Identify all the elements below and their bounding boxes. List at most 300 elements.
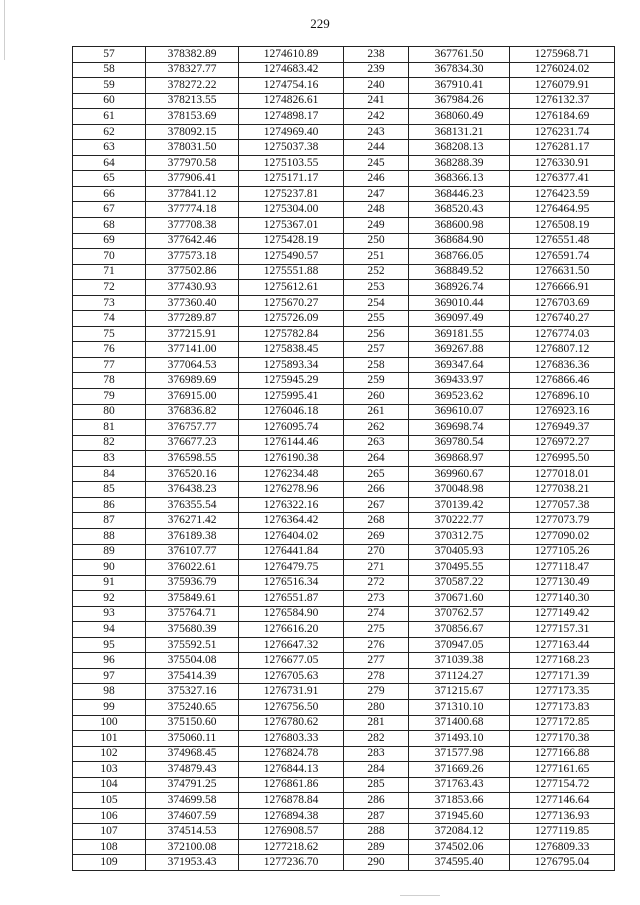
x-coordinate-right: 374595.40 <box>409 855 510 871</box>
x-coordinate-left: 376189.38 <box>146 528 239 544</box>
x-coordinate-left: 375150.60 <box>146 715 239 731</box>
y-coordinate-left: 1276046.18 <box>239 404 344 420</box>
x-coordinate-right: 369097.49 <box>409 311 510 327</box>
table-row <box>73 78 615 94</box>
y-coordinate-right: 1276703.69 <box>510 295 615 311</box>
y-coordinate-left: 1276278.96 <box>239 482 344 498</box>
x-coordinate-right: 369181.55 <box>409 326 510 342</box>
point-number-right: 249 <box>344 218 409 234</box>
table-row <box>73 591 615 607</box>
y-coordinate-left: 1276894.38 <box>239 808 344 824</box>
y-coordinate-right: 1277105.26 <box>510 544 615 560</box>
point-number-left: 69 <box>73 233 146 249</box>
table-row <box>73 62 615 78</box>
y-coordinate-left: 1275782.84 <box>239 326 344 342</box>
y-coordinate-right: 1277090.02 <box>510 528 615 544</box>
point-number-right: 275 <box>344 622 409 638</box>
x-coordinate-right: 367984.26 <box>409 93 510 109</box>
point-number-left: 90 <box>73 560 146 576</box>
point-number-right: 255 <box>344 311 409 327</box>
point-number-right: 244 <box>344 140 409 156</box>
point-number-left: 76 <box>73 342 146 358</box>
x-coordinate-right: 367761.50 <box>409 47 510 63</box>
y-coordinate-right: 1275968.71 <box>510 47 615 63</box>
y-coordinate-right: 1276508.19 <box>510 218 615 234</box>
point-number-right: 259 <box>344 373 409 389</box>
y-coordinate-left: 1275995.41 <box>239 389 344 405</box>
x-coordinate-left: 376677.23 <box>146 435 239 451</box>
y-coordinate-right: 1277161.65 <box>510 762 615 778</box>
point-number-left: 88 <box>73 528 146 544</box>
scan-mark-bottom <box>400 895 440 896</box>
point-number-left: 101 <box>73 731 146 747</box>
point-number-left: 79 <box>73 389 146 405</box>
point-number-left: 99 <box>73 699 146 715</box>
x-coordinate-right: 368060.49 <box>409 109 510 125</box>
y-coordinate-left: 1276095.74 <box>239 420 344 436</box>
point-number-left: 82 <box>73 435 146 451</box>
point-number-left: 108 <box>73 839 146 855</box>
y-coordinate-left: 1276647.32 <box>239 637 344 653</box>
point-number-right: 271 <box>344 560 409 576</box>
table-row <box>73 218 615 234</box>
y-coordinate-left: 1274969.40 <box>239 124 344 140</box>
point-number-right: 238 <box>344 47 409 63</box>
x-coordinate-left: 375936.79 <box>146 575 239 591</box>
y-coordinate-left: 1275103.55 <box>239 155 344 171</box>
x-coordinate-left: 374879.43 <box>146 762 239 778</box>
x-coordinate-left: 376757.77 <box>146 420 239 436</box>
point-number-right: 266 <box>344 482 409 498</box>
y-coordinate-right: 1277118.47 <box>510 560 615 576</box>
table-row <box>73 140 615 156</box>
table-row <box>73 746 615 762</box>
y-coordinate-right: 1276809.33 <box>510 839 615 855</box>
table-row <box>73 482 615 498</box>
x-coordinate-right: 368131.21 <box>409 124 510 140</box>
point-number-left: 93 <box>73 606 146 622</box>
point-number-left: 68 <box>73 218 146 234</box>
y-coordinate-right: 1276995.50 <box>510 451 615 467</box>
y-coordinate-left: 1275428.19 <box>239 233 344 249</box>
y-coordinate-left: 1276731.91 <box>239 684 344 700</box>
point-number-left: 62 <box>73 124 146 140</box>
point-number-right: 267 <box>344 497 409 513</box>
table-row <box>73 233 615 249</box>
table-row <box>73 808 615 824</box>
y-coordinate-right: 1277172.85 <box>510 715 615 731</box>
table-row <box>73 357 615 373</box>
point-number-left: 80 <box>73 404 146 420</box>
page-number: 229 <box>310 16 330 31</box>
x-coordinate-left: 377970.58 <box>146 155 239 171</box>
y-coordinate-left: 1275171.17 <box>239 171 344 187</box>
table-row <box>73 202 615 218</box>
y-coordinate-left: 1277236.70 <box>239 855 344 871</box>
x-coordinate-left: 376836.82 <box>146 404 239 420</box>
point-number-right: 277 <box>344 653 409 669</box>
x-coordinate-left: 374699.58 <box>146 793 239 809</box>
point-number-right: 288 <box>344 824 409 840</box>
point-number-left: 85 <box>73 482 146 498</box>
point-number-left: 109 <box>73 855 146 871</box>
point-number-right: 239 <box>344 62 409 78</box>
y-coordinate-right: 1276795.04 <box>510 855 615 871</box>
y-coordinate-left: 1276824.78 <box>239 746 344 762</box>
y-coordinate-right: 1276666.91 <box>510 280 615 296</box>
point-number-right: 250 <box>344 233 409 249</box>
y-coordinate-right: 1276184.69 <box>510 109 615 125</box>
y-coordinate-left: 1276144.46 <box>239 435 344 451</box>
y-coordinate-left: 1276616.20 <box>239 622 344 638</box>
x-coordinate-right: 370495.55 <box>409 560 510 576</box>
x-coordinate-left: 376107.77 <box>146 544 239 560</box>
x-coordinate-left: 377430.93 <box>146 280 239 296</box>
y-coordinate-right: 1277038.21 <box>510 482 615 498</box>
x-coordinate-right: 368366.13 <box>409 171 510 187</box>
y-coordinate-left: 1276584.90 <box>239 606 344 622</box>
point-number-left: 59 <box>73 78 146 94</box>
table-row <box>73 249 615 265</box>
y-coordinate-right: 1277170.38 <box>510 731 615 747</box>
y-coordinate-right: 1277166.88 <box>510 746 615 762</box>
table-row <box>73 342 615 358</box>
point-number-left: 87 <box>73 513 146 529</box>
table-row <box>73 824 615 840</box>
y-coordinate-left: 1274683.42 <box>239 62 344 78</box>
y-coordinate-right: 1277168.23 <box>510 653 615 669</box>
y-coordinate-left: 1275612.61 <box>239 280 344 296</box>
point-number-right: 252 <box>344 264 409 280</box>
x-coordinate-right: 369868.97 <box>409 451 510 467</box>
y-coordinate-left: 1276479.75 <box>239 560 344 576</box>
x-coordinate-left: 377141.00 <box>146 342 239 358</box>
x-coordinate-right: 369523.62 <box>409 389 510 405</box>
point-number-right: 274 <box>344 606 409 622</box>
x-coordinate-left: 377708.38 <box>146 218 239 234</box>
point-number-left: 105 <box>73 793 146 809</box>
point-number-right: 253 <box>344 280 409 296</box>
point-number-right: 282 <box>344 731 409 747</box>
table-row <box>73 777 615 793</box>
x-coordinate-left: 377215.91 <box>146 326 239 342</box>
y-coordinate-right: 1277057.38 <box>510 497 615 513</box>
point-number-left: 97 <box>73 668 146 684</box>
point-number-left: 107 <box>73 824 146 840</box>
x-coordinate-right: 368446.23 <box>409 186 510 202</box>
x-coordinate-left: 378031.50 <box>146 140 239 156</box>
point-number-left: 60 <box>73 93 146 109</box>
y-coordinate-right: 1277119.85 <box>510 824 615 840</box>
table-row <box>73 544 615 560</box>
x-coordinate-right: 369780.54 <box>409 435 510 451</box>
x-coordinate-right: 367834.30 <box>409 62 510 78</box>
table-row <box>73 186 615 202</box>
scan-mark-left <box>4 0 5 60</box>
point-number-right: 286 <box>344 793 409 809</box>
x-coordinate-left: 376438.23 <box>146 482 239 498</box>
x-coordinate-right: 369347.64 <box>409 357 510 373</box>
x-coordinate-right: 368208.13 <box>409 140 510 156</box>
y-coordinate-right: 1276972.27 <box>510 435 615 451</box>
point-number-left: 92 <box>73 591 146 607</box>
x-coordinate-left: 376598.55 <box>146 451 239 467</box>
point-number-left: 71 <box>73 264 146 280</box>
table-row <box>73 326 615 342</box>
x-coordinate-left: 378272.22 <box>146 78 239 94</box>
point-number-left: 100 <box>73 715 146 731</box>
y-coordinate-left: 1276844.13 <box>239 762 344 778</box>
y-coordinate-right: 1276836.36 <box>510 357 615 373</box>
table-row <box>73 264 615 280</box>
point-number-right: 247 <box>344 186 409 202</box>
point-number-right: 278 <box>344 668 409 684</box>
x-coordinate-left: 375414.39 <box>146 668 239 684</box>
point-number-left: 61 <box>73 109 146 125</box>
x-coordinate-right: 370139.42 <box>409 497 510 513</box>
point-number-right: 272 <box>344 575 409 591</box>
y-coordinate-left: 1276878.84 <box>239 793 344 809</box>
x-coordinate-left: 374607.59 <box>146 808 239 824</box>
point-number-left: 103 <box>73 762 146 778</box>
point-number-left: 57 <box>73 47 146 63</box>
y-coordinate-left: 1276441.84 <box>239 544 344 560</box>
x-coordinate-left: 378382.89 <box>146 47 239 63</box>
table-row <box>73 466 615 482</box>
y-coordinate-left: 1276861.86 <box>239 777 344 793</box>
table-row <box>73 653 615 669</box>
point-number-right: 256 <box>344 326 409 342</box>
x-coordinate-left: 374968.45 <box>146 746 239 762</box>
y-coordinate-left: 1275893.34 <box>239 357 344 373</box>
table-row <box>73 171 615 187</box>
point-number-right: 248 <box>344 202 409 218</box>
point-number-right: 281 <box>344 715 409 731</box>
point-number-right: 289 <box>344 839 409 855</box>
x-coordinate-left: 375592.51 <box>146 637 239 653</box>
x-coordinate-left: 377573.18 <box>146 249 239 265</box>
x-coordinate-right: 371669.26 <box>409 762 510 778</box>
point-number-right: 287 <box>344 808 409 824</box>
x-coordinate-right: 371124.27 <box>409 668 510 684</box>
x-coordinate-right: 368288.39 <box>409 155 510 171</box>
x-coordinate-left: 372100.08 <box>146 839 239 855</box>
point-number-left: 83 <box>73 451 146 467</box>
table-row <box>73 513 615 529</box>
x-coordinate-right: 370947.05 <box>409 637 510 653</box>
x-coordinate-left: 377502.86 <box>146 264 239 280</box>
y-coordinate-left: 1275838.45 <box>239 342 344 358</box>
point-number-left: 70 <box>73 249 146 265</box>
x-coordinate-right: 371310.10 <box>409 699 510 715</box>
table-row <box>73 109 615 125</box>
y-coordinate-right: 1276423.59 <box>510 186 615 202</box>
point-number-right: 270 <box>344 544 409 560</box>
table-row <box>73 295 615 311</box>
y-coordinate-right: 1276551.48 <box>510 233 615 249</box>
y-coordinate-left: 1274754.16 <box>239 78 344 94</box>
y-coordinate-left: 1276756.50 <box>239 699 344 715</box>
y-coordinate-right: 1276281.17 <box>510 140 615 156</box>
y-coordinate-right: 1276896.10 <box>510 389 615 405</box>
table-row <box>73 793 615 809</box>
y-coordinate-left: 1274898.17 <box>239 109 344 125</box>
y-coordinate-right: 1277136.93 <box>510 808 615 824</box>
point-number-right: 262 <box>344 420 409 436</box>
point-number-left: 63 <box>73 140 146 156</box>
x-coordinate-left: 375327.16 <box>146 684 239 700</box>
table-row <box>73 497 615 513</box>
x-coordinate-left: 377906.41 <box>146 171 239 187</box>
x-coordinate-left: 375060.11 <box>146 731 239 747</box>
point-number-left: 67 <box>73 202 146 218</box>
x-coordinate-right: 371039.38 <box>409 653 510 669</box>
x-coordinate-left: 377774.18 <box>146 202 239 218</box>
table-row <box>73 404 615 420</box>
x-coordinate-left: 377360.40 <box>146 295 239 311</box>
x-coordinate-right: 371215.67 <box>409 684 510 700</box>
y-coordinate-left: 1275490.57 <box>239 249 344 265</box>
y-coordinate-left: 1276677.05 <box>239 653 344 669</box>
x-coordinate-left: 378153.69 <box>146 109 239 125</box>
y-coordinate-right: 1276591.74 <box>510 249 615 265</box>
y-coordinate-right: 1276949.37 <box>510 420 615 436</box>
y-coordinate-right: 1277130.49 <box>510 575 615 591</box>
x-coordinate-right: 368600.98 <box>409 218 510 234</box>
x-coordinate-right: 367910.41 <box>409 78 510 94</box>
x-coordinate-right: 368520.43 <box>409 202 510 218</box>
x-coordinate-left: 378327.77 <box>146 62 239 78</box>
y-coordinate-right: 1277149.42 <box>510 606 615 622</box>
table-row <box>73 155 615 171</box>
y-coordinate-right: 1277140.30 <box>510 591 615 607</box>
y-coordinate-left: 1275945.29 <box>239 373 344 389</box>
point-number-right: 261 <box>344 404 409 420</box>
table-row <box>73 855 615 871</box>
point-number-left: 78 <box>73 373 146 389</box>
y-coordinate-left: 1275367.01 <box>239 218 344 234</box>
y-coordinate-left: 1275304.00 <box>239 202 344 218</box>
y-coordinate-right: 1277163.44 <box>510 637 615 653</box>
table-row <box>73 575 615 591</box>
x-coordinate-left: 378092.15 <box>146 124 239 140</box>
y-coordinate-left: 1276364.42 <box>239 513 344 529</box>
x-coordinate-left: 375680.39 <box>146 622 239 638</box>
x-coordinate-right: 370048.98 <box>409 482 510 498</box>
x-coordinate-right: 369960.67 <box>409 466 510 482</box>
table-row <box>73 47 615 63</box>
x-coordinate-left: 377289.87 <box>146 311 239 327</box>
x-coordinate-left: 376271.42 <box>146 513 239 529</box>
x-coordinate-right: 371763.43 <box>409 777 510 793</box>
y-coordinate-right: 1277073.79 <box>510 513 615 529</box>
x-coordinate-left: 378213.55 <box>146 93 239 109</box>
point-number-left: 104 <box>73 777 146 793</box>
point-number-right: 264 <box>344 451 409 467</box>
point-number-left: 98 <box>73 684 146 700</box>
x-coordinate-right: 374502.06 <box>409 839 510 855</box>
point-number-right: 283 <box>344 746 409 762</box>
point-number-right: 276 <box>344 637 409 653</box>
table-row <box>73 420 615 436</box>
x-coordinate-right: 370312.75 <box>409 528 510 544</box>
x-coordinate-left: 375240.65 <box>146 699 239 715</box>
point-number-right: 240 <box>344 78 409 94</box>
y-coordinate-right: 1277018.01 <box>510 466 615 482</box>
point-number-left: 64 <box>73 155 146 171</box>
x-coordinate-left: 375764.71 <box>146 606 239 622</box>
point-number-right: 268 <box>344 513 409 529</box>
x-coordinate-right: 368684.90 <box>409 233 510 249</box>
point-number-left: 66 <box>73 186 146 202</box>
x-coordinate-right: 370222.77 <box>409 513 510 529</box>
point-number-left: 65 <box>73 171 146 187</box>
x-coordinate-right: 371493.10 <box>409 731 510 747</box>
table-body <box>73 47 615 871</box>
table-row <box>73 311 615 327</box>
x-coordinate-right: 370762.57 <box>409 606 510 622</box>
x-coordinate-right: 370856.67 <box>409 622 510 638</box>
x-coordinate-left: 376022.61 <box>146 560 239 576</box>
table-row <box>73 762 615 778</box>
y-coordinate-right: 1276231.74 <box>510 124 615 140</box>
table-row <box>73 606 615 622</box>
x-coordinate-left: 375504.08 <box>146 653 239 669</box>
point-number-right: 242 <box>344 109 409 125</box>
point-number-right: 241 <box>344 93 409 109</box>
y-coordinate-right: 1276132.37 <box>510 93 615 109</box>
point-number-left: 77 <box>73 357 146 373</box>
x-coordinate-left: 377642.46 <box>146 233 239 249</box>
point-number-left: 81 <box>73 420 146 436</box>
y-coordinate-left: 1276190.38 <box>239 451 344 467</box>
point-number-left: 72 <box>73 280 146 296</box>
y-coordinate-right: 1277146.64 <box>510 793 615 809</box>
table-row <box>73 93 615 109</box>
point-number-right: 290 <box>344 855 409 871</box>
y-coordinate-left: 1276322.16 <box>239 497 344 513</box>
x-coordinate-right: 369610.07 <box>409 404 510 420</box>
point-number-right: 254 <box>344 295 409 311</box>
point-number-left: 106 <box>73 808 146 824</box>
y-coordinate-right: 1276807.12 <box>510 342 615 358</box>
point-number-left: 102 <box>73 746 146 762</box>
y-coordinate-left: 1276780.62 <box>239 715 344 731</box>
y-coordinate-left: 1276234.48 <box>239 466 344 482</box>
y-coordinate-right: 1277171.39 <box>510 668 615 684</box>
y-coordinate-left: 1275670.27 <box>239 295 344 311</box>
y-coordinate-left: 1275726.09 <box>239 311 344 327</box>
x-coordinate-right: 372084.12 <box>409 824 510 840</box>
table-row <box>73 124 615 140</box>
coordinates-table <box>72 46 615 871</box>
x-coordinate-left: 375849.61 <box>146 591 239 607</box>
table-row <box>73 668 615 684</box>
table-row <box>73 280 615 296</box>
y-coordinate-left: 1274826.61 <box>239 93 344 109</box>
point-number-right: 258 <box>344 357 409 373</box>
point-number-right: 273 <box>344 591 409 607</box>
table-row <box>73 451 615 467</box>
table-row <box>73 731 615 747</box>
y-coordinate-left: 1276551.87 <box>239 591 344 607</box>
y-coordinate-right: 1276079.91 <box>510 78 615 94</box>
x-coordinate-left: 376989.69 <box>146 373 239 389</box>
y-coordinate-right: 1276923.16 <box>510 404 615 420</box>
table-row <box>73 373 615 389</box>
point-number-right: 257 <box>344 342 409 358</box>
table-row <box>73 435 615 451</box>
